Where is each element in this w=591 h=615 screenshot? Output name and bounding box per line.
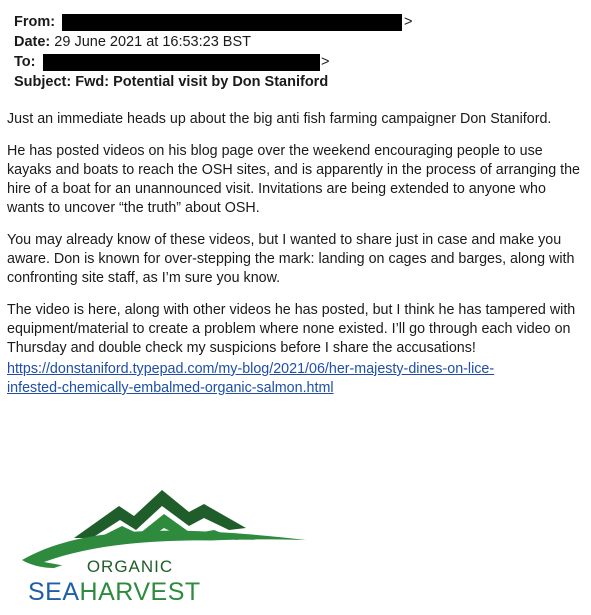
paragraph-tampered: The video is here, along with other videos he has posted, but I think he has tampered with equipment/material to create a problem where none existed. I’ll go through each video on Thursday and double check my suspicions before I share the accusations! xyxy=(7,302,576,356)
blog-link[interactable] xyxy=(7,360,582,398)
paragraph-aware: You may already know of these videos, but I wanted to share just in case and make you aware. Don is known for over-stepping the mark: landing on cages and barges, along with confronting site staff, as I’m sure you know. xyxy=(7,232,575,286)
logo-word-harvest: HARVEST xyxy=(79,578,201,606)
subject-row xyxy=(14,72,328,92)
date-value: 29 June 2021 at 16:53:23 BST xyxy=(54,34,252,50)
paragraph-videos: He has posted videos on his blog page over the weekend encouraging people to use kayaks and boats to reach the OSH sites, and is apparently in the process of arranging the hire of a boat for an unannounced visit. Invitations are being extended to anyone who wants to uncover “the truth” about OSH. xyxy=(7,143,580,216)
from-label: From: xyxy=(14,14,56,30)
subject-label: Subject: xyxy=(14,74,72,90)
link-line-1: https://donstaniford.typepad.com/my-blog/2021/06/her-majesty-dines-on-lice- xyxy=(7,361,495,377)
subject-value: Fwd: Potential visit by Don Staniford xyxy=(75,74,329,90)
redaction-bar xyxy=(62,14,402,31)
email-body xyxy=(7,110,582,411)
logo-word-sea: SEA xyxy=(28,578,80,606)
from-row xyxy=(14,12,413,32)
email-header xyxy=(14,12,413,92)
to-label: To: xyxy=(14,54,36,70)
logo-line-seaharvest xyxy=(28,578,201,606)
date-row xyxy=(14,32,328,52)
logo-line-organic: ORGANIC xyxy=(86,557,174,576)
redaction-bar xyxy=(43,54,320,71)
to-row xyxy=(14,52,328,72)
to-end: > xyxy=(321,54,330,70)
date-label: Date: xyxy=(14,34,51,50)
from-end: > xyxy=(404,14,413,30)
paragraph-intro: Just an immediate heads up about the big anti fish farming campaigner Don Staniford. xyxy=(7,111,552,127)
link-line-2: infested-chemically-embalmed-organic-salmon.html xyxy=(7,380,334,396)
organic-seaharvest-logo xyxy=(14,478,314,608)
